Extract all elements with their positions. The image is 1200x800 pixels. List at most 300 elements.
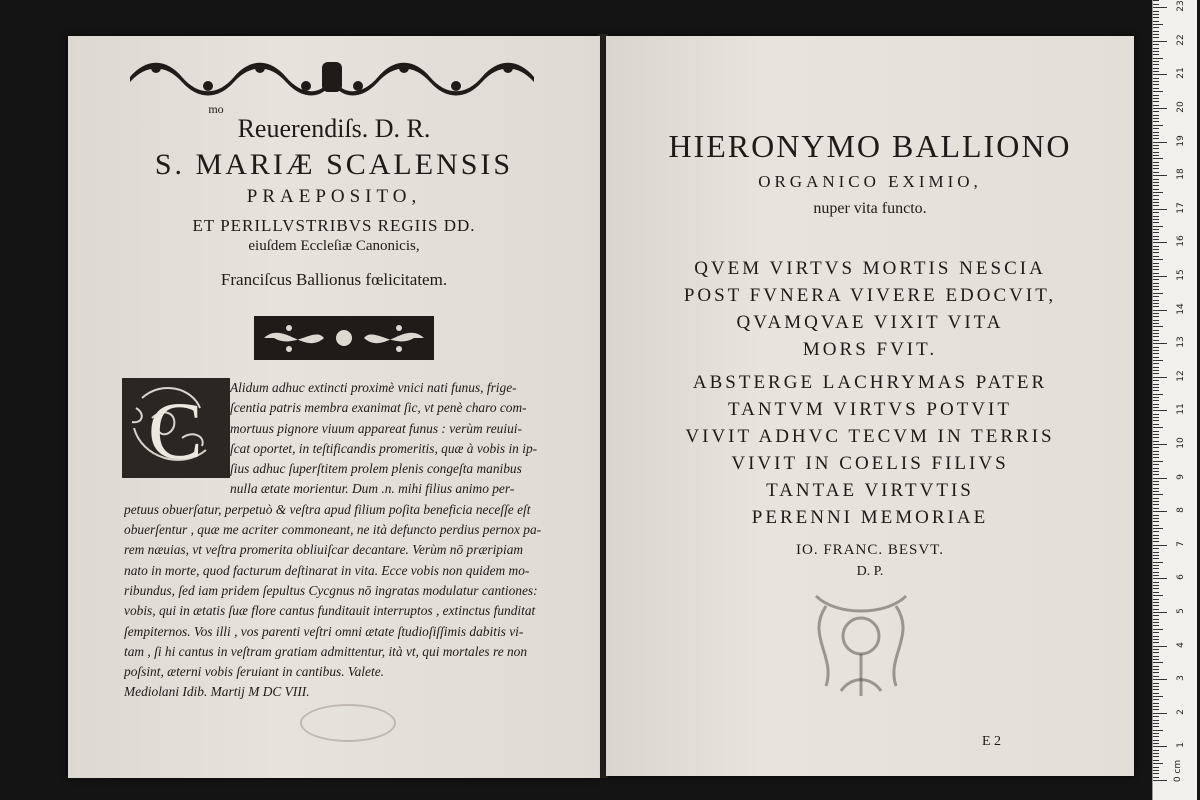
body-line: nato in morte, quod facturum deſtinarat in vita. Ecce vobis non quidem mo- — [124, 562, 530, 578]
ruler-number: 23 — [1176, 0, 1186, 12]
ruler-tick — [1153, 138, 1159, 139]
dedication-line-1: Reuerendiſs. D. R. — [237, 114, 431, 143]
ruler-tick — [1153, 696, 1163, 697]
ruler-tick — [1153, 716, 1159, 717]
ruler-tick — [1153, 54, 1159, 55]
ruler-tick — [1153, 622, 1159, 623]
measuring-ruler — [1152, 0, 1197, 800]
ruler-tick — [1153, 693, 1159, 694]
ruler-tick — [1153, 91, 1163, 92]
ruler-tick — [1153, 491, 1159, 492]
ruler-tick — [1153, 148, 1159, 149]
ruler-tick — [1153, 125, 1163, 126]
ruler-tick — [1153, 162, 1159, 163]
ruler-tick — [1153, 528, 1163, 529]
body-line: ſcat oportet, in teſtificandis promeritis, quæ à vobis in ip- — [230, 440, 538, 456]
ruler-tick — [1153, 212, 1159, 213]
ruler-tick — [1153, 41, 1167, 42]
ruler-tick — [1153, 709, 1159, 710]
ruler-tick — [1153, 481, 1159, 482]
ruler-tick — [1153, 441, 1159, 442]
ruler-tick — [1153, 508, 1159, 509]
ruler-tick — [1153, 478, 1167, 479]
epitaph-line: ABSTERGE LACHRYMAS PATER — [692, 372, 1048, 393]
ruler-tick — [1153, 300, 1159, 301]
ruler-tick — [1153, 182, 1159, 183]
ruler-tick — [1153, 350, 1159, 351]
body-line: ſcentia patris membra exanimat ſic, vt penè charo com- — [230, 400, 527, 416]
ruler-tick — [1153, 340, 1159, 341]
ruler-tick — [1153, 474, 1159, 475]
ruler-tick — [1153, 760, 1159, 761]
ruler-tick — [1153, 108, 1167, 109]
body-line: mortuus pignore viuum appareat funus : verùm reuiui- — [230, 420, 522, 436]
ruler-tick — [1153, 236, 1159, 237]
ruler-tick — [1153, 662, 1163, 663]
ruler-tick — [1153, 723, 1159, 724]
ruler-tick — [1153, 74, 1167, 75]
ruler-tick — [1153, 296, 1159, 297]
ruler-tick — [1153, 612, 1167, 613]
ruler-tick — [1153, 582, 1159, 583]
ruler-tick — [1153, 756, 1159, 757]
ruler-tick — [1153, 538, 1159, 539]
ruler-number: 3 — [1176, 675, 1186, 682]
ruler-tick — [1153, 736, 1159, 737]
body-line: ſius adhuc ſuperſtitem prolem plenis congeſta manibus — [230, 461, 522, 477]
ruler-tick — [1153, 384, 1159, 385]
ruler-tick — [1153, 595, 1163, 596]
ruler-tick — [1153, 142, 1167, 143]
dedication-line-2: S. MARIÆ SCALENSIS — [154, 148, 514, 181]
ruler-tick — [1153, 27, 1159, 28]
ruler-tick — [1153, 256, 1159, 257]
body-line: ſempiternos. Vos illi , vos parenti veſtri omni ætate ſtudioſiſſimis dabitis vi- — [124, 623, 524, 639]
ruler-tick — [1153, 750, 1159, 751]
ruler-tick — [1153, 88, 1159, 89]
ruler-tick — [1153, 377, 1167, 378]
ruler-tick — [1153, 605, 1159, 606]
ruler-tick — [1153, 21, 1159, 22]
ruler-tick — [1153, 394, 1163, 395]
ruler-tick — [1153, 286, 1159, 287]
ruler-tick — [1153, 471, 1159, 472]
ruler-tick — [1153, 414, 1159, 415]
ruler-tick — [1153, 431, 1159, 432]
ruler-tick — [1153, 172, 1159, 173]
ruler-tick — [1153, 165, 1159, 166]
body-line: nulla ætate morientur. Dum .n. mihi filius animo per- — [230, 481, 515, 497]
ruler-tick — [1153, 525, 1159, 526]
ruler-tick — [1153, 397, 1159, 398]
ruler-tick — [1153, 232, 1159, 233]
ruler-tick — [1153, 770, 1159, 771]
ruler-tick — [1153, 404, 1159, 405]
body-line: ribundus, ſed iam pridem ſepultus Cycgnus nō ingratas modulatur cantiones: — [124, 582, 538, 598]
ruler-tick — [1153, 185, 1159, 186]
ruler-tick — [1153, 417, 1159, 418]
ruler-tick — [1153, 548, 1159, 549]
ruler-number: 6 — [1176, 574, 1186, 581]
ruler-tick — [1153, 444, 1167, 445]
ruler-tick — [1153, 44, 1159, 45]
ruler-number: 20 — [1176, 101, 1186, 113]
ruler-tick — [1153, 669, 1159, 670]
ruler-tick — [1153, 323, 1159, 324]
ruler-tick — [1153, 128, 1159, 129]
ruler-number: 1 — [1176, 742, 1186, 749]
ruler-number: 7 — [1176, 540, 1186, 547]
ruler-tick — [1153, 518, 1159, 519]
ruler-number: 21 — [1176, 67, 1186, 80]
ruler-tick — [1153, 121, 1159, 122]
ruler-tick — [1153, 279, 1159, 280]
ruler-tick — [1153, 192, 1163, 193]
ruler-tick — [1153, 249, 1159, 250]
ruler-tick — [1153, 252, 1159, 253]
epitaph-line: VIVIT IN COELIS FILIVS — [731, 453, 1009, 474]
ruler-tick — [1153, 531, 1159, 532]
ruler-tick — [1153, 276, 1167, 277]
epitaph-line: QVAMQVAE VIXIT VITA — [736, 312, 1004, 333]
ruler-tick — [1153, 293, 1163, 294]
ruler-tick — [1153, 639, 1159, 640]
ruler-tick — [1153, 17, 1159, 18]
ruler-tick — [1153, 652, 1159, 653]
fleuron-ornament — [254, 316, 434, 360]
ruler-tick — [1153, 0, 1159, 1]
ruler-tick — [1153, 326, 1163, 327]
ruler-tick — [1153, 226, 1163, 227]
body-line: poſsint, æterni vobis ſeruiant in cantibus. Valete. — [124, 664, 384, 680]
ruler-tick — [1153, 4, 1159, 5]
ruler-number: 5 — [1176, 608, 1186, 614]
ruler-tick — [1153, 420, 1159, 421]
ruler-tick — [1153, 424, 1159, 425]
ruler-number: 14 — [1176, 302, 1186, 315]
ruler-tick — [1153, 347, 1159, 348]
ruler-tick — [1153, 135, 1159, 136]
ruler-tick — [1153, 242, 1167, 243]
ruler-tick — [1153, 740, 1159, 741]
ruler-tick — [1153, 659, 1159, 660]
ruler-tick — [1153, 289, 1159, 290]
ruler-number: 16 — [1176, 235, 1186, 248]
ruler-tick — [1153, 68, 1159, 69]
ruler-tick — [1153, 48, 1159, 49]
ruler-tick — [1153, 767, 1159, 768]
ruler-tick — [1153, 730, 1163, 731]
ruler-number: 19 — [1176, 134, 1186, 147]
ruler-tick — [1153, 199, 1159, 200]
ruler-tick — [1153, 58, 1163, 59]
ruler-tick — [1153, 504, 1159, 505]
epitaph-line: PERENNI MEMORIAE — [751, 507, 989, 528]
ruler-number: 9 — [1176, 473, 1186, 480]
dedication-line-3: PRAEPOSITO, — [246, 186, 422, 207]
memorial-subtitle: ORGANICO EXIMIO, — [758, 172, 982, 191]
ruler-tick — [1153, 642, 1159, 643]
ruler-tick — [1153, 387, 1159, 388]
ruler-tick — [1153, 380, 1159, 381]
ruler-tick — [1153, 619, 1159, 620]
svg-text:C: C — [148, 385, 203, 476]
ruler-number: 15 — [1176, 269, 1186, 281]
ruler-tick — [1153, 625, 1159, 626]
ruler-tick — [1153, 552, 1159, 553]
ruler-tick — [1153, 541, 1159, 542]
epitaph-line: MORS FVIT. — [802, 339, 938, 360]
ruler-number: 11 — [1176, 403, 1186, 416]
ruler-tick — [1153, 773, 1159, 774]
ruler-tick — [1153, 81, 1159, 82]
ruler-tick — [1153, 390, 1159, 391]
ruler-number: 18 — [1176, 168, 1186, 180]
ruler-tick — [1153, 615, 1159, 616]
dedication-line-6: Franciſcus Ballionus fœlicitatem. — [220, 270, 448, 289]
ruler-tick — [1153, 168, 1159, 169]
ruler-tick — [1153, 457, 1159, 458]
ruler-tick — [1153, 273, 1159, 274]
ruler-tick — [1153, 511, 1167, 512]
ruler-tick — [1153, 599, 1159, 600]
ruler-tick — [1153, 336, 1159, 337]
ruler-tick — [1153, 683, 1159, 684]
epitaph-line: VIVIT ADHVC TECVM IN TERRIS — [685, 426, 1055, 447]
ruler-tick — [1153, 155, 1159, 156]
ruler-unit-label: 0 cm — [1173, 759, 1183, 783]
ruler-tick — [1153, 24, 1163, 25]
ruler-tick — [1153, 34, 1159, 35]
ruler-tick — [1153, 468, 1159, 469]
ruler-tick — [1153, 179, 1159, 180]
ruler-tick — [1153, 679, 1167, 680]
ruler-tick — [1153, 498, 1159, 499]
ruler-tick — [1153, 115, 1159, 116]
ruler-tick — [1153, 733, 1159, 734]
ruler-tick — [1153, 447, 1159, 448]
ruler-tick — [1153, 434, 1159, 435]
ruler-tick — [1153, 266, 1159, 267]
ruler-tick — [1153, 219, 1159, 220]
ruler-tick — [1153, 7, 1167, 8]
ruler-tick — [1153, 753, 1159, 754]
left-page — [68, 36, 600, 778]
ruler-tick — [1153, 689, 1159, 690]
ruler-tick — [1153, 111, 1159, 112]
ruler-tick — [1153, 703, 1159, 704]
ruler-tick — [1153, 71, 1159, 72]
tailpiece-ornament — [796, 576, 926, 706]
ruler-number: 13 — [1176, 336, 1186, 348]
ruler-tick — [1153, 95, 1159, 96]
ruler-tick — [1153, 699, 1159, 700]
ruler-tick — [1153, 763, 1163, 764]
epitaph-line: QVEM VIRTVS MORTIS NESCIA — [694, 258, 1046, 279]
ruler-tick — [1153, 205, 1159, 206]
body-line: Alidum adhuc extincti proximè vnici nati funus, frige- — [230, 380, 517, 395]
headpiece-ornament — [126, 56, 538, 98]
ruler-tick — [1153, 555, 1159, 556]
ruler-tick — [1153, 373, 1159, 374]
signature-mark: E 2 — [982, 734, 1002, 749]
ruler-tick — [1153, 407, 1159, 408]
ruler-tick — [1153, 259, 1163, 260]
ruler-tick — [1153, 222, 1159, 223]
ruler-tick — [1153, 370, 1159, 371]
ruler-tick — [1153, 743, 1159, 744]
ruler-number: 17 — [1176, 202, 1186, 214]
body-line: rem næuias, vt veſtra promerita obliuiſcar decantare. Verùm nō præripiam — [124, 542, 524, 558]
ruler-tick — [1153, 451, 1159, 452]
ruler-number: 22 — [1176, 34, 1186, 46]
epitaph-line: TANTAE VIRTVTIS — [766, 480, 974, 501]
ruler-tick — [1153, 568, 1159, 569]
ruler-tick — [1153, 656, 1159, 657]
ruler-tick — [1153, 195, 1159, 196]
ruler-tick — [1153, 31, 1159, 32]
ruler-tick — [1153, 357, 1159, 358]
ruler-tick — [1153, 229, 1159, 230]
ruler-tick — [1153, 672, 1159, 673]
ruler-tick — [1153, 363, 1159, 364]
ruler-tick — [1153, 746, 1167, 747]
ruler-tick — [1153, 353, 1159, 354]
ruler-tick — [1153, 726, 1159, 727]
ruler-tick — [1153, 400, 1159, 401]
ruler-tick — [1153, 330, 1159, 331]
body-line: Mediolani Idib. Martij M DC VIII. — [124, 684, 310, 700]
ruler-tick — [1153, 202, 1159, 203]
superscript-mo: mo — [208, 102, 224, 116]
memorial-title: HIERONYMO BALLIONO — [668, 128, 1072, 164]
ruler-tick — [1153, 558, 1159, 559]
body-line: vobis, qui in ætatis ſuæ flore cantus funditauit interruptos , extinctus funditat — [124, 603, 536, 619]
ruler-tick — [1153, 602, 1159, 603]
ruler-tick — [1153, 132, 1159, 133]
ruler-tick — [1153, 585, 1159, 586]
ruler-tick — [1153, 720, 1159, 721]
ruler-tick — [1153, 666, 1159, 667]
ruler-tick — [1153, 501, 1159, 502]
ruler-tick — [1153, 209, 1167, 210]
ruler-tick — [1153, 713, 1167, 714]
ruler-tick — [1153, 51, 1159, 52]
ruler-tick — [1153, 565, 1159, 566]
ruler-tick — [1153, 239, 1159, 240]
ruler-tick — [1153, 105, 1159, 106]
ruler-tick — [1153, 333, 1159, 334]
ruler-tick — [1153, 145, 1159, 146]
ruler-tick — [1153, 316, 1159, 317]
ruler-tick — [1153, 545, 1167, 546]
ruler-tick — [1153, 303, 1159, 304]
body-line: obuerſentur , quæ me acriter commoneant, ne ità defuncto perdius pernox pa- — [124, 522, 542, 538]
ruler-number: 12 — [1176, 370, 1186, 382]
ruler-tick — [1153, 367, 1159, 368]
ruler-tick — [1153, 98, 1159, 99]
ruler-tick — [1153, 78, 1159, 79]
ruler-tick — [1153, 158, 1163, 159]
ruler-tick — [1153, 306, 1159, 307]
library-stamp — [300, 704, 396, 742]
epitaph-line: TANTVM VIRTVS POTVIT — [728, 399, 1012, 420]
ruler-tick — [1153, 246, 1159, 247]
ruler-tick — [1153, 101, 1159, 102]
ruler-tick — [1153, 461, 1163, 462]
ruler-tick — [1153, 575, 1159, 576]
ruler-tick — [1153, 632, 1159, 633]
ruler-tick — [1153, 410, 1167, 411]
ruler-tick — [1153, 454, 1159, 455]
ruler-tick — [1153, 636, 1159, 637]
ruler-number: 4 — [1176, 641, 1186, 648]
ruler-tick — [1153, 427, 1163, 428]
ruler-tick — [1153, 11, 1159, 12]
ruler-tick — [1153, 777, 1159, 778]
body-line: petuus obuerſatur, perpetuò & veſtra apud filium poſita beneficia neceſſe eſt — [124, 501, 531, 517]
ruler-tick — [1153, 37, 1159, 38]
ruler-tick — [1153, 320, 1159, 321]
ruler-tick — [1153, 310, 1167, 311]
ruler-tick — [1153, 676, 1159, 677]
ruler-tick — [1153, 578, 1167, 579]
dedication-line-4: ET PERILLVSTRIBVS REGIIS DD. — [192, 216, 476, 235]
ruler-tick — [1153, 592, 1159, 593]
ruler-tick — [1153, 269, 1159, 270]
ruler-tick — [1153, 609, 1159, 610]
ruler-tick — [1153, 118, 1159, 119]
epitaph-line: POST FVNERA VIVERE EDOCVIT, — [683, 285, 1057, 306]
ruler-tick — [1153, 484, 1159, 485]
ruler-tick — [1153, 216, 1159, 217]
ruler-number: 8 — [1176, 507, 1186, 514]
ruler-tick — [1153, 343, 1167, 344]
ruler-tick — [1153, 64, 1159, 65]
ruler-tick — [1153, 629, 1163, 630]
ruler-tick — [1153, 14, 1159, 15]
ruler-tick — [1153, 649, 1159, 650]
ruler-tick — [1153, 437, 1159, 438]
body-line: tam , ſi hi cantus in veſtram gratiam admittentur, ità vt, qui mortales re non — [124, 643, 528, 659]
ruler-tick — [1153, 706, 1159, 707]
ruler-tick — [1153, 562, 1163, 563]
ruler-tick — [1153, 283, 1159, 284]
ruler-tick — [1153, 515, 1159, 516]
ruler-tick — [1153, 572, 1159, 573]
ruler-tick — [1153, 61, 1159, 62]
ruler-tick — [1153, 494, 1163, 495]
ruler-tick — [1153, 780, 1167, 781]
ruler-tick — [1153, 189, 1159, 190]
signature: IO. FRANC. BESVT. — [796, 542, 944, 558]
ruler-tick — [1153, 488, 1159, 489]
ruler-number: 10 — [1176, 437, 1186, 449]
ruler-tick — [1153, 588, 1159, 589]
ruler-tick — [1153, 360, 1163, 361]
signature-initials: D. P. — [856, 564, 884, 579]
dedication-line-5: eiuſdem Eccleſiæ Canonicis, — [248, 238, 420, 254]
ruler-tick — [1153, 464, 1159, 465]
ruler-tick — [1153, 152, 1159, 153]
ruler-tick — [1153, 686, 1159, 687]
dedication-body — [124, 378, 579, 703]
right-page — [606, 36, 1134, 776]
ruler-tick — [1153, 646, 1167, 647]
ruler-tick — [1153, 521, 1159, 522]
ruler-tick — [1153, 313, 1159, 314]
ruler-number: 2 — [1176, 708, 1186, 715]
